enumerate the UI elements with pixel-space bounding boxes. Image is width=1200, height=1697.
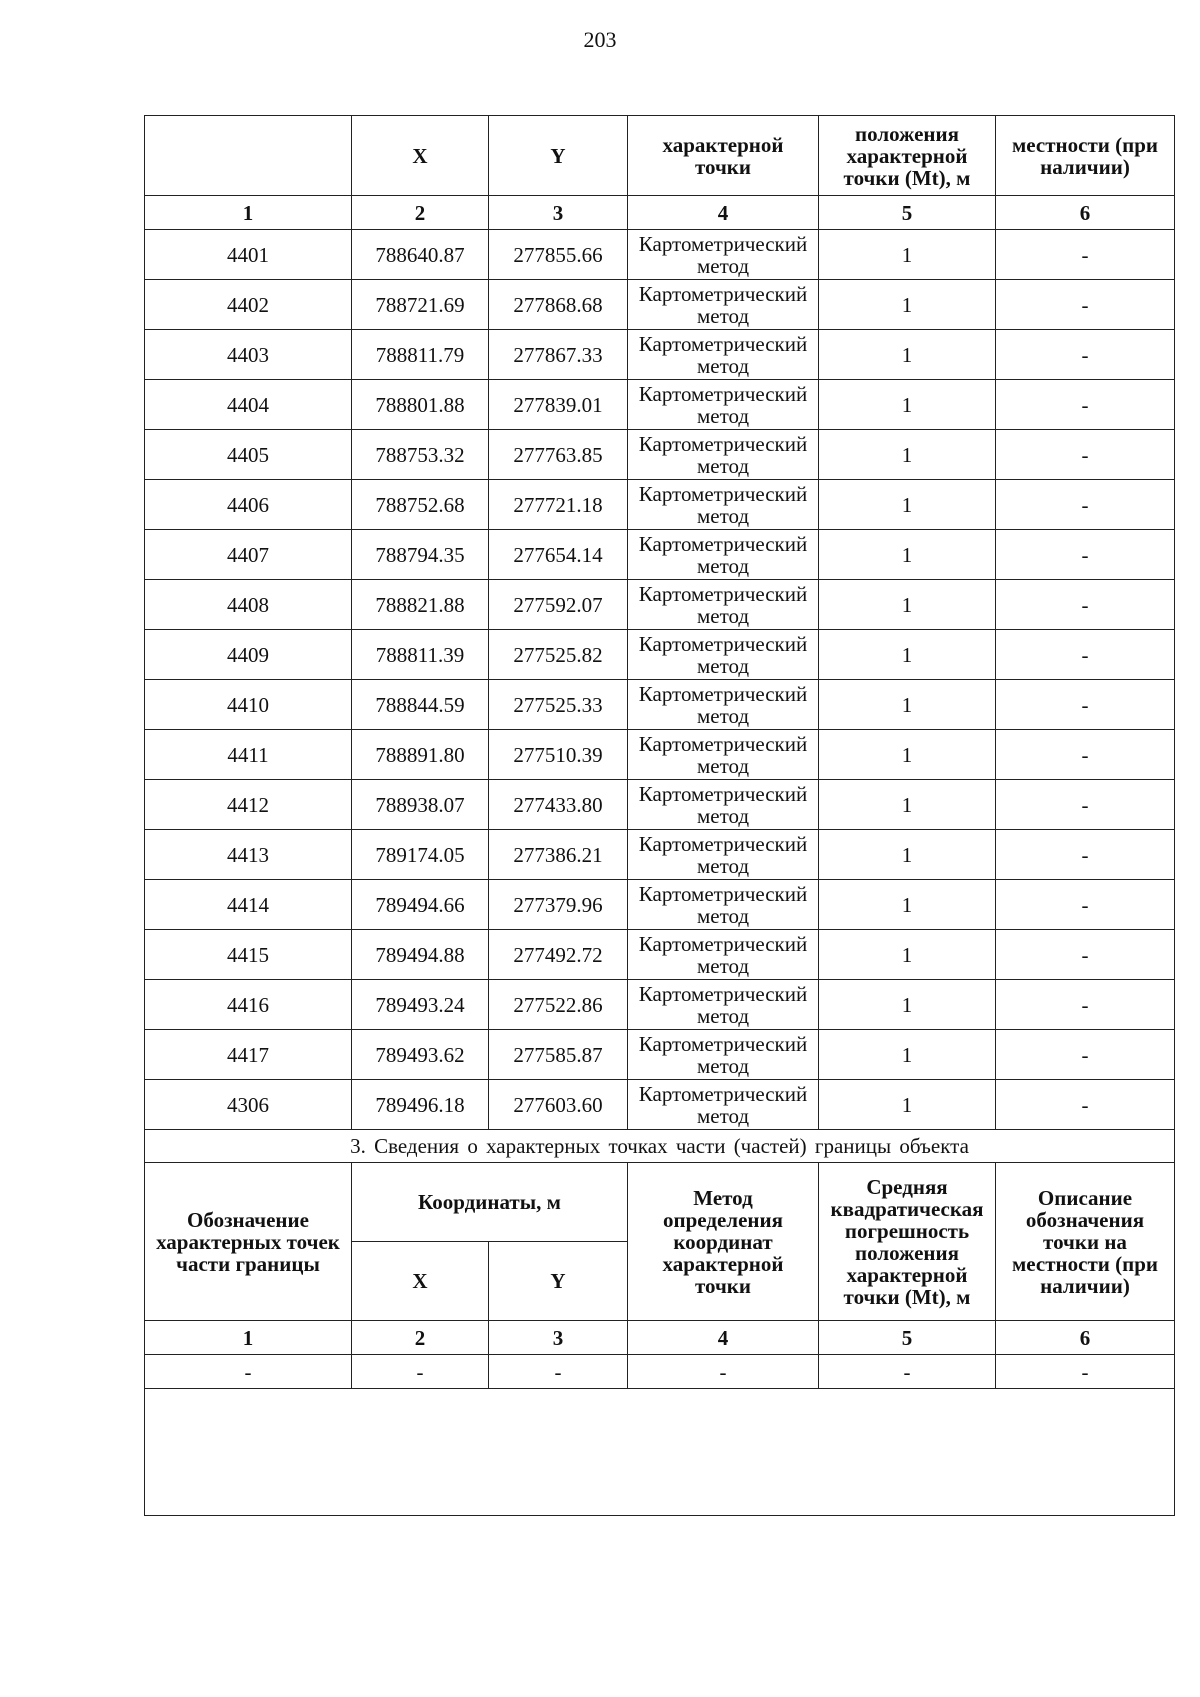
description-cell: -: [996, 230, 1175, 280]
error-cell: 1: [819, 330, 996, 380]
column-number: 5: [819, 1321, 996, 1355]
description-cell: -: [996, 530, 1175, 580]
section3-header-description: Описание обозначения точки на местности (при наличии): [996, 1163, 1175, 1321]
y-cell: 277585.87: [489, 1030, 628, 1080]
header-x: X: [352, 116, 489, 196]
section3-title-row: [145, 1130, 1175, 1163]
section3-header-row: [145, 1163, 1175, 1242]
header-y: Y: [489, 116, 628, 196]
point-cell: 4412: [145, 780, 352, 830]
description-cell: -: [996, 980, 1175, 1030]
description-cell: -: [996, 480, 1175, 530]
point-cell: 4415: [145, 930, 352, 980]
column-number: 3: [489, 196, 628, 230]
table-row: [145, 580, 1175, 630]
x-cell: 789493.62: [352, 1030, 489, 1080]
x-cell: 789496.18: [352, 1080, 489, 1130]
method-cell: Картометрический метод: [628, 280, 819, 330]
point-cell: 4404: [145, 380, 352, 430]
blank-cell: [145, 1389, 1175, 1516]
section3-header-error: Средняя квадратическая погрешность положения характерной точки (Mt), м: [819, 1163, 996, 1321]
error-cell: 1: [819, 930, 996, 980]
x-cell: 788811.39: [352, 630, 489, 680]
column-number: 1: [145, 196, 352, 230]
description-cell: -: [996, 630, 1175, 680]
table-row: [145, 780, 1175, 830]
y-cell: 277525.33: [489, 680, 628, 730]
error-cell: 1: [819, 580, 996, 630]
y-cell: 277867.33: [489, 330, 628, 380]
point-cell: 4403: [145, 330, 352, 380]
table-row: [145, 980, 1175, 1030]
header-error: положения характерной точки (Mt), м: [819, 116, 996, 196]
description-cell: -: [996, 430, 1175, 480]
table1-header-row: [145, 116, 1175, 196]
section3-x: -: [352, 1355, 489, 1389]
coordinates-table: [144, 115, 1175, 1516]
description-cell: -: [996, 830, 1175, 880]
x-cell: 788753.32: [352, 430, 489, 480]
error-cell: 1: [819, 830, 996, 880]
y-cell: 277839.01: [489, 380, 628, 430]
section3-title: 3. Сведения о характерных точках части (частей) границы объекта: [145, 1130, 1175, 1163]
method-cell: Картометрический метод: [628, 1080, 819, 1130]
error-cell: 1: [819, 780, 996, 830]
table-row: [145, 530, 1175, 580]
table-row: [145, 380, 1175, 430]
section3-header-y: Y: [489, 1242, 628, 1321]
method-cell: Картометрический метод: [628, 830, 819, 880]
table-row: [145, 280, 1175, 330]
table-row: [145, 480, 1175, 530]
y-cell: 277492.72: [489, 930, 628, 980]
column-number: 3: [489, 1321, 628, 1355]
y-cell: 277654.14: [489, 530, 628, 580]
error-cell: 1: [819, 630, 996, 680]
x-cell: 789174.05: [352, 830, 489, 880]
table-row: [145, 330, 1175, 380]
method-cell: Картометрический метод: [628, 380, 819, 430]
description-cell: -: [996, 680, 1175, 730]
x-cell: 788801.88: [352, 380, 489, 430]
method-cell: Картометрический метод: [628, 530, 819, 580]
description-cell: -: [996, 1080, 1175, 1130]
method-cell: Картометрический метод: [628, 680, 819, 730]
error-cell: 1: [819, 230, 996, 280]
point-cell: 4402: [145, 280, 352, 330]
x-cell: 788938.07: [352, 780, 489, 830]
error-cell: 1: [819, 730, 996, 780]
section3-data-row: [145, 1355, 1175, 1389]
error-cell: 1: [819, 880, 996, 930]
x-cell: 788891.80: [352, 730, 489, 780]
table-row: [145, 630, 1175, 680]
table-row: [145, 1030, 1175, 1080]
table-row: [145, 730, 1175, 780]
error-cell: 1: [819, 280, 996, 330]
method-cell: Картометрический метод: [628, 480, 819, 530]
header-point-cell: [145, 116, 352, 196]
section3-column-numbers-row: [145, 1321, 1175, 1355]
column-number: 1: [145, 1321, 352, 1355]
section3-header-coords: Координаты, м: [352, 1163, 628, 1242]
table1-column-numbers-row: [145, 196, 1175, 230]
column-number: 5: [819, 196, 996, 230]
x-cell: 789494.66: [352, 880, 489, 930]
x-cell: 789494.88: [352, 930, 489, 980]
table-row: [145, 680, 1175, 730]
table-row: [145, 930, 1175, 980]
section3-header-x: X: [352, 1242, 489, 1321]
point-cell: 4413: [145, 830, 352, 880]
description-cell: -: [996, 280, 1175, 330]
column-number: 6: [996, 1321, 1175, 1355]
error-cell: 1: [819, 530, 996, 580]
description-cell: -: [996, 380, 1175, 430]
x-cell: 788752.68: [352, 480, 489, 530]
error-cell: 1: [819, 1030, 996, 1080]
description-cell: -: [996, 580, 1175, 630]
y-cell: 277510.39: [489, 730, 628, 780]
y-cell: 277525.82: [489, 630, 628, 680]
y-cell: 277603.60: [489, 1080, 628, 1130]
error-cell: 1: [819, 380, 996, 430]
point-cell: 4417: [145, 1030, 352, 1080]
point-cell: 4406: [145, 480, 352, 530]
section3-point: -: [145, 1355, 352, 1389]
y-cell: 277855.66: [489, 230, 628, 280]
section3-y: -: [489, 1355, 628, 1389]
column-number: 2: [352, 1321, 489, 1355]
point-cell: 4414: [145, 880, 352, 930]
description-cell: -: [996, 780, 1175, 830]
blank-row: [145, 1389, 1175, 1516]
section3-error: -: [819, 1355, 996, 1389]
header-method: характерной точки: [628, 116, 819, 196]
method-cell: Картометрический метод: [628, 430, 819, 480]
point-cell: 4407: [145, 530, 352, 580]
point-cell: 4416: [145, 980, 352, 1030]
column-number: 4: [628, 196, 819, 230]
error-cell: 1: [819, 680, 996, 730]
y-cell: 277868.68: [489, 280, 628, 330]
y-cell: 277386.21: [489, 830, 628, 880]
section3-header-method: Метод определения координат характерной точки: [628, 1163, 819, 1321]
page-number: 203: [583, 27, 617, 52]
x-cell: 788721.69: [352, 280, 489, 330]
method-cell: Картометрический метод: [628, 880, 819, 930]
y-cell: 277433.80: [489, 780, 628, 830]
table-row: [145, 230, 1175, 280]
column-number: 2: [352, 196, 489, 230]
point-cell: 4408: [145, 580, 352, 630]
method-cell: Картометрический метод: [628, 580, 819, 630]
table-row: [145, 830, 1175, 880]
column-number: 6: [996, 196, 1175, 230]
method-cell: Картометрический метод: [628, 330, 819, 380]
description-cell: -: [996, 930, 1175, 980]
table-row: [145, 430, 1175, 480]
point-cell: 4411: [145, 730, 352, 780]
method-cell: Картометрический метод: [628, 730, 819, 780]
point-cell: 4409: [145, 630, 352, 680]
y-cell: 277763.85: [489, 430, 628, 480]
header-description: местности (при наличии): [996, 116, 1175, 196]
section3-method: -: [628, 1355, 819, 1389]
y-cell: 277379.96: [489, 880, 628, 930]
description-cell: -: [996, 330, 1175, 380]
point-cell: 4410: [145, 680, 352, 730]
y-cell: 277721.18: [489, 480, 628, 530]
method-cell: Картометрический метод: [628, 980, 819, 1030]
error-cell: 1: [819, 430, 996, 480]
x-cell: 788811.79: [352, 330, 489, 380]
method-cell: Картометрический метод: [628, 930, 819, 980]
point-cell: 4405: [145, 430, 352, 480]
description-cell: -: [996, 1030, 1175, 1080]
error-cell: 1: [819, 980, 996, 1030]
error-cell: 1: [819, 1080, 996, 1130]
error-cell: 1: [819, 480, 996, 530]
method-cell: Картометрический метод: [628, 1030, 819, 1080]
section3-description: -: [996, 1355, 1175, 1389]
method-cell: Картометрический метод: [628, 780, 819, 830]
table-row: [145, 1080, 1175, 1130]
y-cell: 277592.07: [489, 580, 628, 630]
x-cell: 788794.35: [352, 530, 489, 580]
x-cell: 788844.59: [352, 680, 489, 730]
section3-header-point: Обозначение характерных точек части границы: [145, 1163, 352, 1321]
x-cell: 788821.88: [352, 580, 489, 630]
x-cell: 788640.87: [352, 230, 489, 280]
y-cell: 277522.86: [489, 980, 628, 1030]
description-cell: -: [996, 730, 1175, 780]
x-cell: 789493.24: [352, 980, 489, 1030]
table-row: [145, 880, 1175, 930]
point-cell: 4306: [145, 1080, 352, 1130]
point-cell: 4401: [145, 230, 352, 280]
description-cell: -: [996, 880, 1175, 930]
method-cell: Картометрический метод: [628, 630, 819, 680]
column-number: 4: [628, 1321, 819, 1355]
method-cell: Картометрический метод: [628, 230, 819, 280]
